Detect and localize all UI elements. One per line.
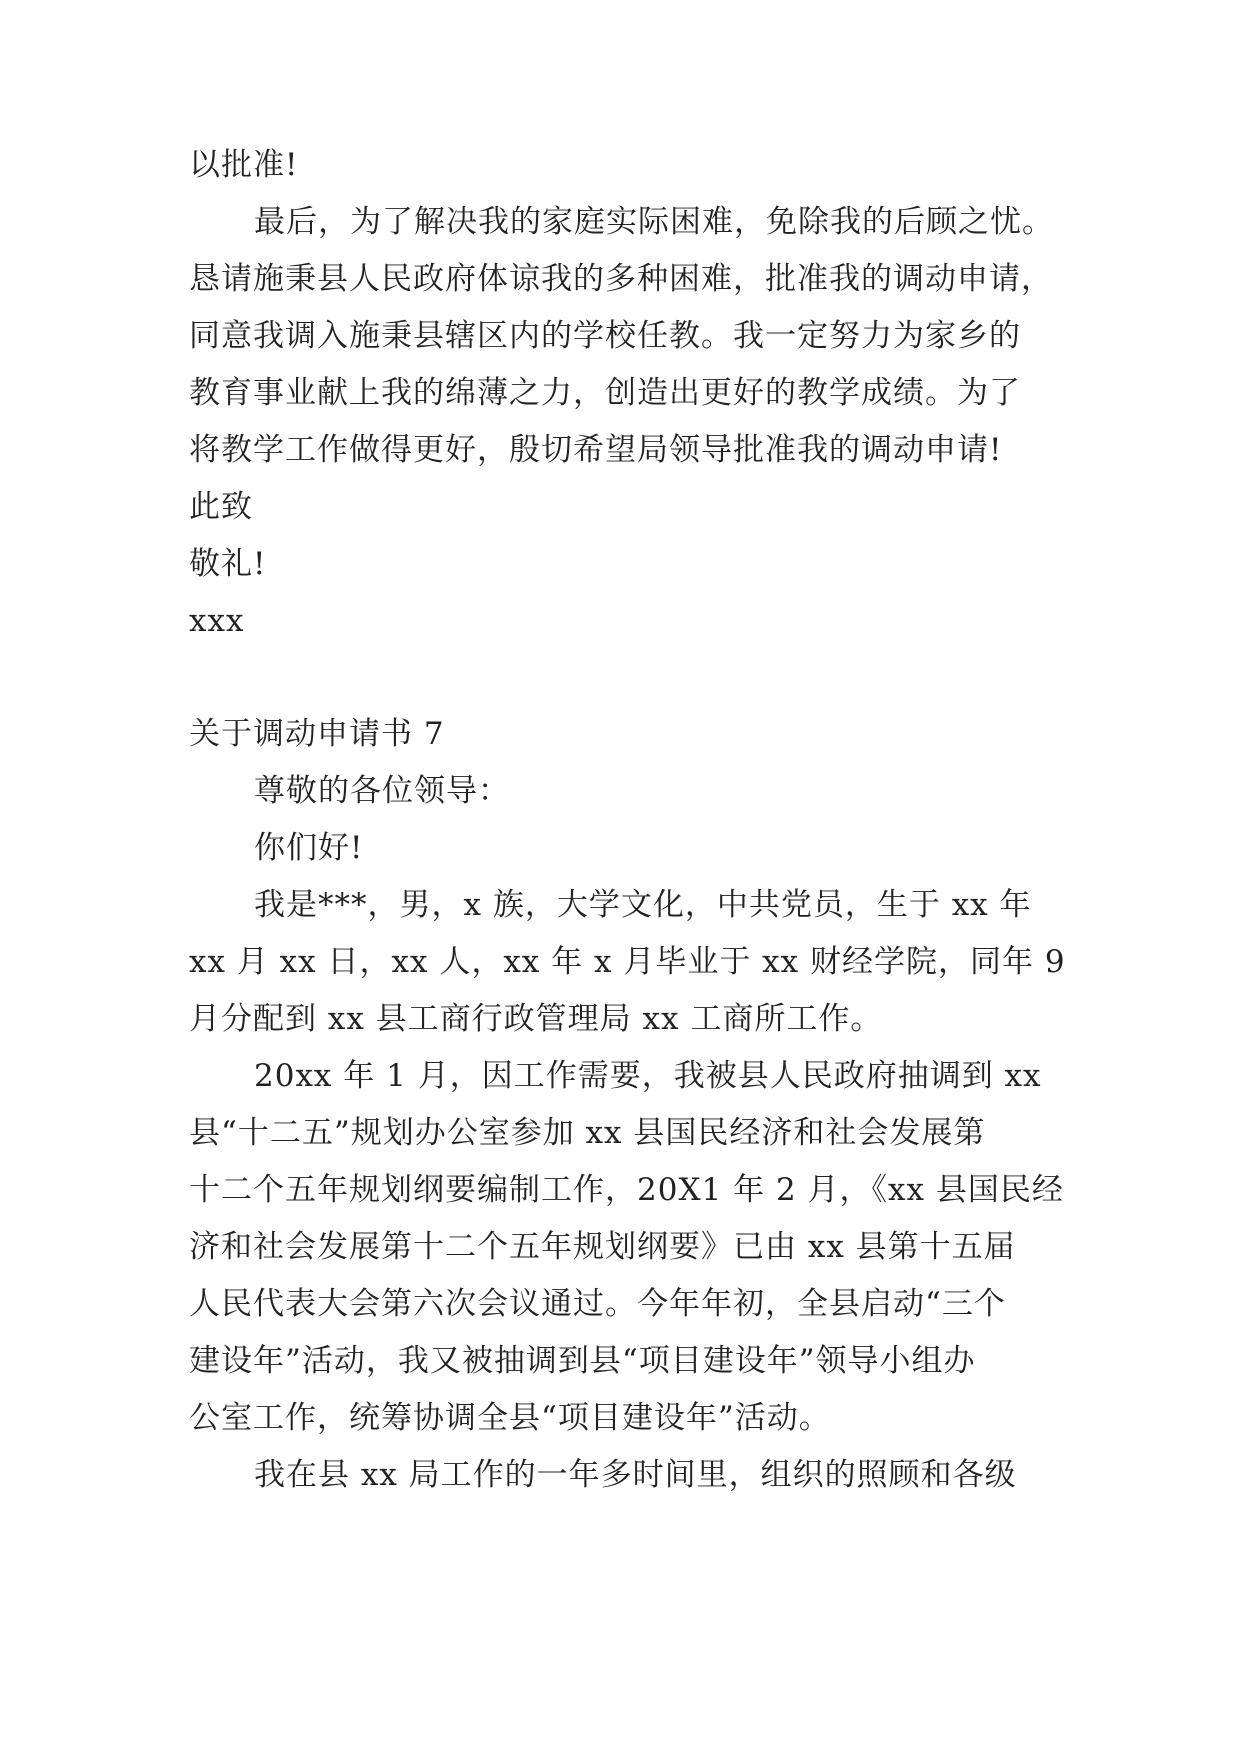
para2-line-3: 十二个五年规划纲要编制工作，20X1 年 2 月，《xx 县国民经 [189, 1172, 1064, 1208]
prev-paragraph-line-4: 教育事业献上我的绵薄之力，创造出更好的教学成绩。为了 [189, 375, 1021, 411]
para2-line-4: 济和社会发展第十二个五年规划纲要》已由 xx 县第十五届 [189, 1229, 1016, 1265]
para2-line-7: 公室工作，统筹协调全县“项目建设年”活动。 [189, 1400, 831, 1436]
prev-paragraph-line-5: 将教学工作做得更好，殷切希望局领导批准我的调动申请! [189, 432, 1003, 468]
para1-line-3: 月分配到 xx 县工商行政管理局 xx 工商所工作。 [189, 1001, 883, 1037]
para2-line-5: 人民代表大会第六次会议通过。今年年初，全县启动“三个 [189, 1286, 1006, 1322]
para1-line-2: xx 月 xx 日，xx 人，xx 年 x 月毕业于 xx 财经学院，同年 9 [189, 944, 1066, 980]
prev-paragraph-line-1: 最后，为了解决我的家庭实际困难，免除我的后顾之忧。 [254, 204, 1054, 240]
para2-line-2: 县“十二五”规划办公室参加 xx 县国民经济和社会发展第 [189, 1115, 986, 1151]
para2-line-1: 20xx 年 1 月，因工作需要，我被县人民政府抽调到 xx [254, 1058, 1042, 1094]
prev-paragraph-line-2: 恳请施秉县人民政府体谅我的多种困难，批准我的调动申请， [189, 261, 1053, 297]
greeting: 你们好! [254, 830, 364, 866]
para3-line-1: 我在县 xx 局工作的一年多时间里，组织的照顾和各级 [254, 1457, 1017, 1493]
para2-line-6: 建设年”活动，我又被抽调到县“项目建设年”领导小组办 [189, 1343, 976, 1379]
salutation: 尊敬的各位领导： [254, 773, 510, 809]
signature: xxx [189, 603, 245, 639]
prev-paragraph-line-3: 同意我调入施秉县辖区内的学校任教。我一定努力为家乡的 [189, 318, 1021, 354]
closing-cizhi: 此致 [189, 489, 253, 525]
letter-title: 关于调动申请书 7 [189, 716, 445, 752]
para1-line-1: 我是***，男，x 族，大学文化，中共党员，生于 xx 年 [254, 887, 1032, 923]
closing-jingli: 敬礼! [189, 546, 267, 582]
prev-letter-end-line: 以批准! [189, 147, 299, 183]
